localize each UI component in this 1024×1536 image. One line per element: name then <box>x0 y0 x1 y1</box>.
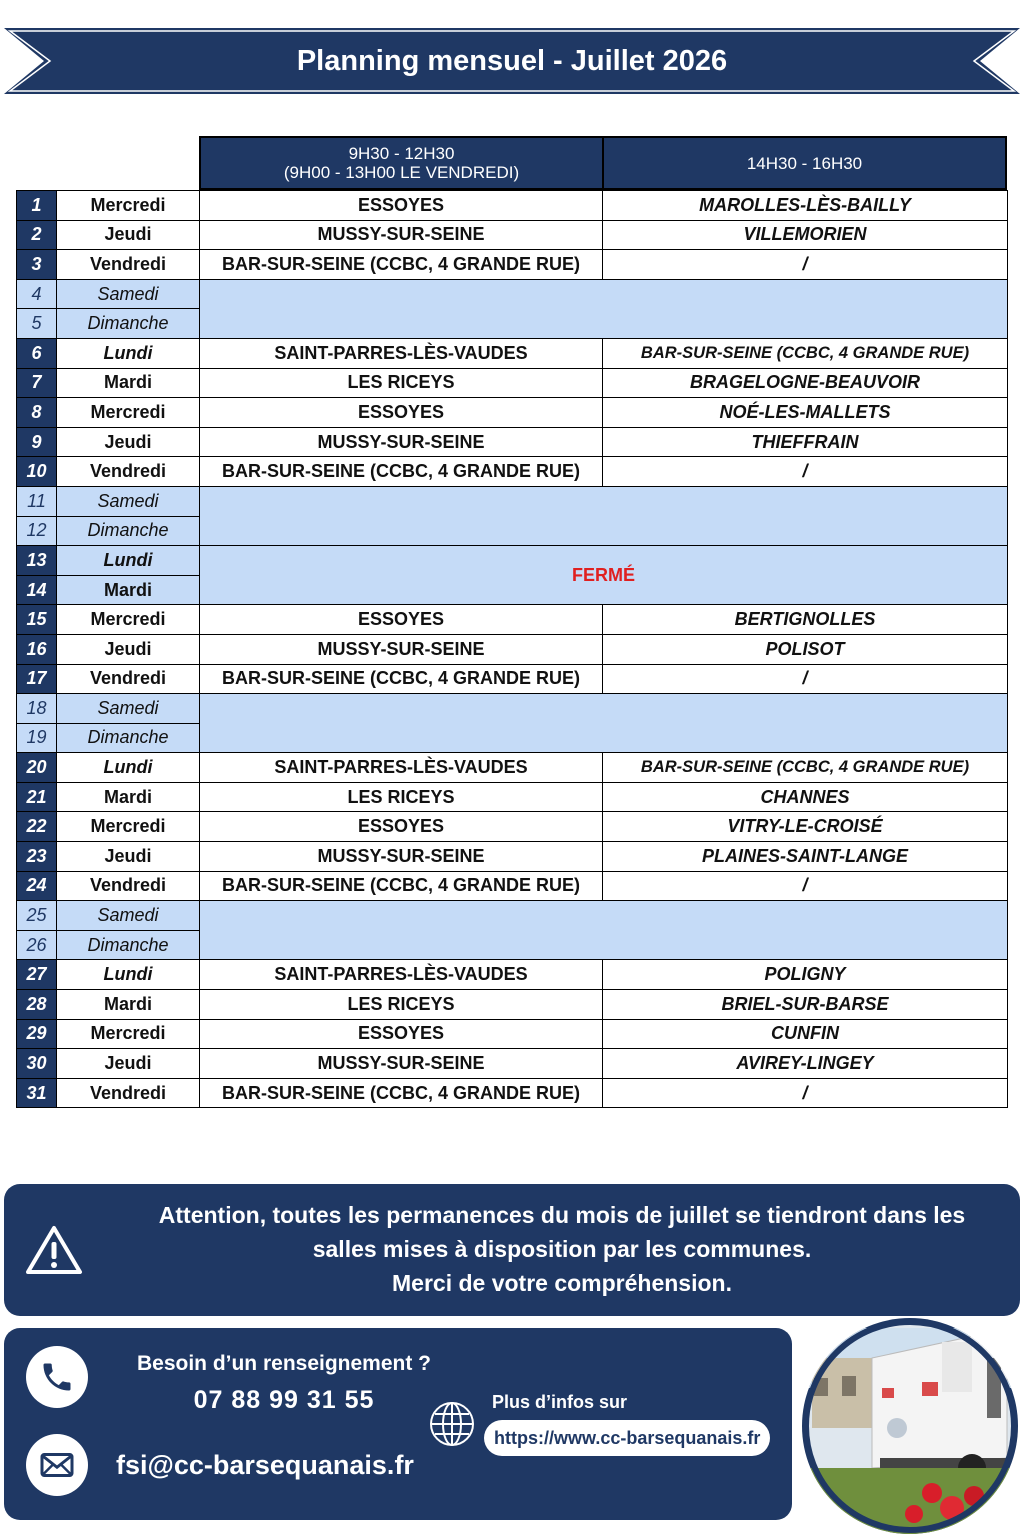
day-name: Jeudi <box>57 842 200 872</box>
day-number: 22 <box>17 812 57 842</box>
schedule-row <box>17 842 1008 872</box>
header-morning-friday: (9H00 - 13H00 LE VENDREDI) <box>283 163 520 182</box>
vehicle-photo <box>802 1318 1018 1534</box>
day-name: Vendredi <box>57 457 200 487</box>
schedule-row <box>17 427 1008 457</box>
morning-location: LES RICEYS <box>200 990 603 1020</box>
morning-location: BAR-SUR-SEINE (CCBC, 4 GRANDE RUE) <box>200 457 603 487</box>
day-number: 4 <box>17 279 57 309</box>
day-name: Lundi <box>57 753 200 783</box>
afternoon-location: BERTIGNOLLES <box>603 605 1008 635</box>
day-number: 24 <box>17 871 57 901</box>
email-address[interactable]: fsi@cc-barsequanais.fr <box>116 1450 414 1480</box>
schedule-row <box>17 782 1008 812</box>
day-name: Vendredi <box>57 664 200 694</box>
afternoon-location: PLAINES-SAINT-LANGE <box>603 842 1008 872</box>
header-morning-hours: 9H30 - 12H30 <box>348 144 455 163</box>
day-number: 28 <box>17 990 57 1020</box>
afternoon-location: NOÉ-LES-MALLETS <box>603 398 1008 428</box>
morning-location: BAR-SUR-SEINE (CCBC, 4 GRANDE RUE) <box>200 664 603 694</box>
schedule-row <box>17 279 1008 309</box>
day-number: 13 <box>17 546 57 576</box>
day-number: 14 <box>17 575 57 605</box>
afternoon-location: VILLEMORIEN <box>603 220 1008 250</box>
day-name: Lundi <box>57 960 200 990</box>
morning-location: LES RICEYS <box>200 368 603 398</box>
day-name: Mercredi <box>57 191 200 221</box>
morning-location: SAINT-PARRES-LÈS-VAUDES <box>200 338 603 368</box>
day-name: Vendredi <box>57 871 200 901</box>
afternoon-location: BRAGELOGNE-BEAUVOIR <box>603 368 1008 398</box>
day-name: Lundi <box>57 546 200 576</box>
schedule-row <box>17 812 1008 842</box>
day-number: 27 <box>17 960 57 990</box>
schedule-row <box>17 605 1008 635</box>
afternoon-location: VITRY-LE-CROISÉ <box>603 812 1008 842</box>
day-number: 9 <box>17 427 57 457</box>
globe-icon <box>428 1400 476 1448</box>
morning-location: MUSSY-SUR-SEINE <box>200 427 603 457</box>
day-number: 6 <box>17 338 57 368</box>
day-number: 20 <box>17 753 57 783</box>
schedule-row <box>17 1049 1008 1079</box>
schedule-table <box>16 190 1008 1108</box>
day-name: Dimanche <box>57 309 200 339</box>
schedule-row <box>17 960 1008 990</box>
day-name: Jeudi <box>57 427 200 457</box>
afternoon-location: CHANNES <box>603 782 1008 812</box>
weekend-blank <box>200 694 1008 753</box>
schedule-row <box>17 546 1008 576</box>
afternoon-location: AVIREY-LINGEY <box>603 1049 1008 1079</box>
day-name: Mardi <box>57 575 200 605</box>
envelope-icon <box>26 1434 88 1496</box>
day-number: 23 <box>17 842 57 872</box>
morning-location: MUSSY-SUR-SEINE <box>200 1049 603 1079</box>
day-number: 10 <box>17 457 57 487</box>
afternoon-location: POLISOT <box>603 634 1008 664</box>
morning-location: ESSOYES <box>200 812 603 842</box>
day-number: 7 <box>17 368 57 398</box>
morning-location: ESSOYES <box>200 1019 603 1049</box>
header-morning <box>199 136 604 190</box>
morning-location: ESSOYES <box>200 398 603 428</box>
schedule-row <box>17 338 1008 368</box>
day-number: 30 <box>17 1049 57 1079</box>
weekend-blank <box>200 279 1008 338</box>
title-banner <box>4 28 1020 94</box>
notice-line-3: Merci de votre compréhension. <box>392 1270 732 1296</box>
day-name: Mercredi <box>57 1019 200 1049</box>
day-number: 1 <box>17 191 57 221</box>
schedule-row <box>17 191 1008 221</box>
day-number: 21 <box>17 782 57 812</box>
day-name: Mercredi <box>57 605 200 635</box>
day-name: Mardi <box>57 990 200 1020</box>
day-name: Dimanche <box>57 930 200 960</box>
afternoon-location: BAR-SUR-SEINE (CCBC, 4 GRANDE RUE) <box>603 338 1008 368</box>
warning-triangle-icon <box>24 1224 84 1276</box>
schedule-row <box>17 368 1008 398</box>
phone-icon <box>26 1346 88 1408</box>
afternoon-location: POLIGNY <box>603 960 1008 990</box>
phone-number[interactable]: 07 88 99 31 55 <box>193 1386 375 1414</box>
morning-location: MUSSY-SUR-SEINE <box>200 842 603 872</box>
schedule-row <box>17 990 1008 1020</box>
morning-location: LES RICEYS <box>200 782 603 812</box>
weekend-blank <box>200 486 1008 545</box>
day-number: 25 <box>17 901 57 931</box>
day-number: 5 <box>17 309 57 339</box>
day-number: 16 <box>17 634 57 664</box>
schedule-row <box>17 694 1008 724</box>
day-number: 19 <box>17 723 57 753</box>
schedule-row <box>17 486 1008 516</box>
day-name: Samedi <box>57 694 200 724</box>
more-info-label: Plus d’infos sur <box>492 1392 628 1412</box>
schedule-row <box>17 1078 1008 1108</box>
notice-line-1: Attention, toutes les permanences du mois de juillet se tiendront dans les <box>158 1202 966 1228</box>
afternoon-location: / <box>603 457 1008 487</box>
morning-location: BAR-SUR-SEINE (CCBC, 4 GRANDE RUE) <box>200 1078 603 1108</box>
day-number: 8 <box>17 398 57 428</box>
afternoon-location: BRIEL-SUR-BARSE <box>603 990 1008 1020</box>
schedule-row <box>17 871 1008 901</box>
day-name: Jeudi <box>57 220 200 250</box>
schedule-row <box>17 901 1008 931</box>
schedule-row <box>17 634 1008 664</box>
schedule-row <box>17 220 1008 250</box>
day-name: Mardi <box>57 368 200 398</box>
page-title: Planning mensuel - Juillet 2026 <box>296 45 728 77</box>
day-name: Mercredi <box>57 398 200 428</box>
notice-box <box>4 1184 1020 1316</box>
day-number: 3 <box>17 250 57 280</box>
morning-location: SAINT-PARRES-LÈS-VAUDES <box>200 753 603 783</box>
schedule-row <box>17 1019 1008 1049</box>
day-number: 12 <box>17 516 57 546</box>
day-number: 2 <box>17 220 57 250</box>
day-number: 17 <box>17 664 57 694</box>
day-name: Mercredi <box>57 812 200 842</box>
website-link[interactable]: https://www.cc-barsequanais.fr <box>484 1420 770 1456</box>
closed-label: FERMÉ <box>200 546 1008 605</box>
day-number: 15 <box>17 605 57 635</box>
notice-line-2: salles mises à disposition par les communes. <box>312 1236 812 1262</box>
contact-box <box>4 1328 792 1520</box>
afternoon-location: CUNFIN <box>603 1019 1008 1049</box>
day-name: Samedi <box>57 901 200 931</box>
day-name: Vendredi <box>57 1078 200 1108</box>
afternoon-location: / <box>603 664 1008 694</box>
morning-location: MUSSY-SUR-SEINE <box>200 634 603 664</box>
day-number: 26 <box>17 930 57 960</box>
day-number: 11 <box>17 486 57 516</box>
day-name: Jeudi <box>57 634 200 664</box>
day-name: Dimanche <box>57 723 200 753</box>
morning-location: ESSOYES <box>200 605 603 635</box>
schedule-row <box>17 398 1008 428</box>
schedule-row <box>17 250 1008 280</box>
contact-question: Besoin d’un renseignement ? <box>136 1352 432 1375</box>
morning-location: BAR-SUR-SEINE (CCBC, 4 GRANDE RUE) <box>200 250 603 280</box>
afternoon-location: THIEFFRAIN <box>603 427 1008 457</box>
day-number: 29 <box>17 1019 57 1049</box>
day-number: 31 <box>17 1078 57 1108</box>
day-name: Samedi <box>57 486 200 516</box>
day-name: Vendredi <box>57 250 200 280</box>
afternoon-location: MAROLLES-LÈS-BAILLY <box>603 191 1008 221</box>
schedule-row <box>17 664 1008 694</box>
morning-location: MUSSY-SUR-SEINE <box>200 220 603 250</box>
day-name: Jeudi <box>57 1049 200 1079</box>
day-name: Samedi <box>57 279 200 309</box>
day-number: 18 <box>17 694 57 724</box>
schedule-row <box>17 457 1008 487</box>
afternoon-location: / <box>603 1078 1008 1108</box>
morning-location: SAINT-PARRES-LÈS-VAUDES <box>200 960 603 990</box>
schedule-body <box>17 191 1008 1108</box>
weekend-blank <box>200 901 1008 960</box>
morning-location: BAR-SUR-SEINE (CCBC, 4 GRANDE RUE) <box>200 871 603 901</box>
morning-location: ESSOYES <box>200 191 603 221</box>
notice-text <box>104 1198 1020 1300</box>
day-name: Lundi <box>57 338 200 368</box>
day-name: Mardi <box>57 782 200 812</box>
afternoon-location: BAR-SUR-SEINE (CCBC, 4 GRANDE RUE) <box>603 753 1008 783</box>
afternoon-location: / <box>603 871 1008 901</box>
afternoon-location: / <box>603 250 1008 280</box>
day-name: Dimanche <box>57 516 200 546</box>
header-afternoon: 14H30 - 16H30 <box>602 136 1007 190</box>
schedule-row <box>17 753 1008 783</box>
